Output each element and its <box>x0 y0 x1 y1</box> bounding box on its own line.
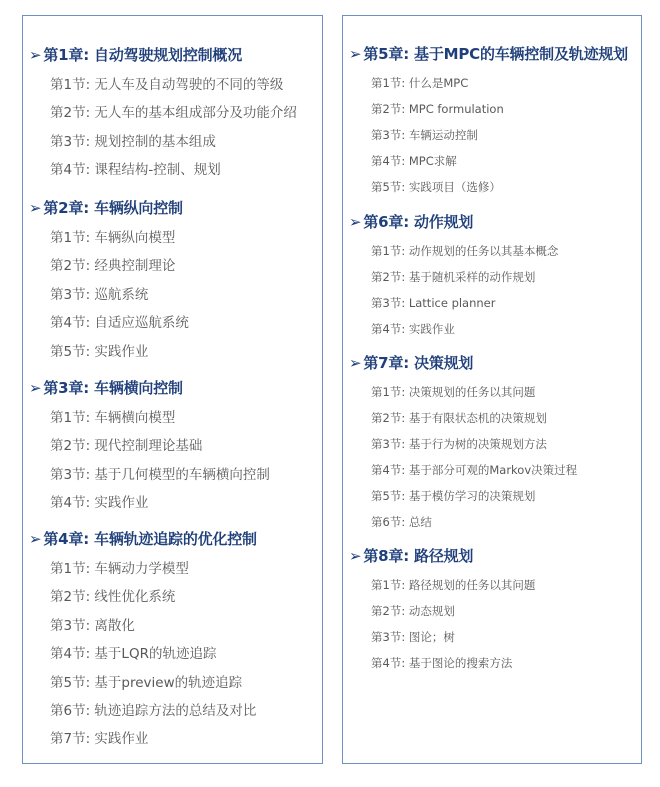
chapter-heading <box>29 198 183 218</box>
section-item: 第1节: 决策规划的任务以其问题 <box>371 385 536 399</box>
arrow-bullet-icon: ➢ <box>349 45 362 63</box>
section-item: 第2节: 无人车的基本组成部分及功能介绍 <box>50 105 297 122</box>
section-item: 第6节: 轨迹追踪方法的总结及对比 <box>50 703 257 719</box>
section-item: 第3节: 基于几何模型的车辆横向控制 <box>50 466 270 483</box>
section-item: 第4节: 实践作业 <box>371 321 455 336</box>
chapter-heading <box>29 529 257 549</box>
section-item: 第2节: 线性优化系统 <box>50 589 176 606</box>
section-item: 第1节: 动作规划的任务以其基本概念 <box>371 244 559 258</box>
section-item: 第1节: 车辆动力学模型 <box>50 561 189 577</box>
chapter-title: 第8章: 路径规划 <box>363 547 474 565</box>
section-item: 第4节: 实践作业 <box>50 495 149 512</box>
left-outline-panel <box>22 15 323 764</box>
arrow-bullet-icon: ➢ <box>349 547 362 565</box>
arrow-bullet-icon: ➢ <box>349 354 362 372</box>
section-item: 第4节: 基于部分可观的Markov决策过程 <box>371 462 578 477</box>
section-item: 第4节: 课程结构-控制、规划 <box>50 162 221 179</box>
right-outline-panel <box>342 15 642 764</box>
section-item: 第4节: 基于图论的搜索方法 <box>371 655 513 670</box>
arrow-bullet-icon: ➢ <box>29 199 42 217</box>
section-item: 第2节: 经典控制理论 <box>50 258 176 275</box>
chapter-title: 第1章: 自动驾驶规划控制概况 <box>43 46 243 64</box>
section-item: 第1节: 路径规划的任务以其问题 <box>371 578 536 592</box>
chapter-title: 第6章: 动作规划 <box>363 213 474 231</box>
chapter-title: 第3章: 车辆横向控制 <box>43 379 183 397</box>
section-item: 第6节: 总结 <box>371 514 432 529</box>
arrow-bullet-icon: ➢ <box>29 379 42 397</box>
arrow-bullet-icon: ➢ <box>29 46 42 64</box>
section-item: 第3节: 离散化 <box>50 617 135 634</box>
section-item: 第5节: 基于模仿学习的决策规划 <box>371 488 536 503</box>
chapter-title: 第2章: 车辆纵向控制 <box>43 199 183 217</box>
section-item: 第5节: 实践作业 <box>50 343 149 360</box>
section-item: 第4节: 自适应巡航系统 <box>50 315 189 332</box>
section-item: 第3节: 基于行为树的决策规划方法 <box>371 436 547 451</box>
arrow-bullet-icon: ➢ <box>29 530 42 548</box>
section-item: 第3节: 图论；树 <box>371 629 455 644</box>
section-item: 第1节: 车辆横向模型 <box>50 410 176 426</box>
arrow-bullet-icon: ➢ <box>349 213 362 231</box>
section-item: 第2节: 基于有限状态机的决策规划 <box>371 410 547 425</box>
chapter-title: 第5章: 基于MPC的车辆控制及轨迹规划 <box>363 45 628 63</box>
section-item: 第5节: 实践项目（选修） <box>371 179 501 194</box>
section-item: 第2节: 基于随机采样的动作规划 <box>371 269 536 284</box>
chapter-heading <box>349 44 628 64</box>
section-item: 第1节: 什么是MPC <box>371 76 469 90</box>
chapter-heading <box>349 353 473 373</box>
chapter-heading <box>29 45 242 65</box>
section-item: 第2节: 动态规划 <box>371 603 455 618</box>
section-item: 第1节: 车辆纵向模型 <box>50 230 176 246</box>
section-item: 第1节: 无人车及自动驾驶的不同的等级 <box>50 77 284 93</box>
section-item: 第7节: 实践作业 <box>50 731 149 748</box>
chapter-title: 第4章: 车辆轨迹追踪的优化控制 <box>43 530 257 548</box>
section-item: 第4节: 基于LQR的轨迹追踪 <box>50 646 217 663</box>
section-item: 第3节: 巡航系统 <box>50 286 149 303</box>
section-item: 第3节: 规划控制的基本组成 <box>50 133 216 150</box>
section-item: 第3节: Lattice planner <box>371 295 496 310</box>
section-item: 第3节: 车辆运动控制 <box>371 127 478 142</box>
section-item: 第4节: MPC求解 <box>371 153 457 168</box>
section-item: 第2节: 现代控制理论基础 <box>50 438 203 455</box>
chapter-title: 第7章: 决策规划 <box>363 354 474 372</box>
section-item: 第2节: MPC formulation <box>371 101 504 116</box>
chapter-heading <box>349 546 473 566</box>
chapter-heading <box>29 378 183 398</box>
chapter-heading <box>349 212 473 232</box>
section-item: 第5节: 基于preview的轨迹追踪 <box>50 674 243 691</box>
